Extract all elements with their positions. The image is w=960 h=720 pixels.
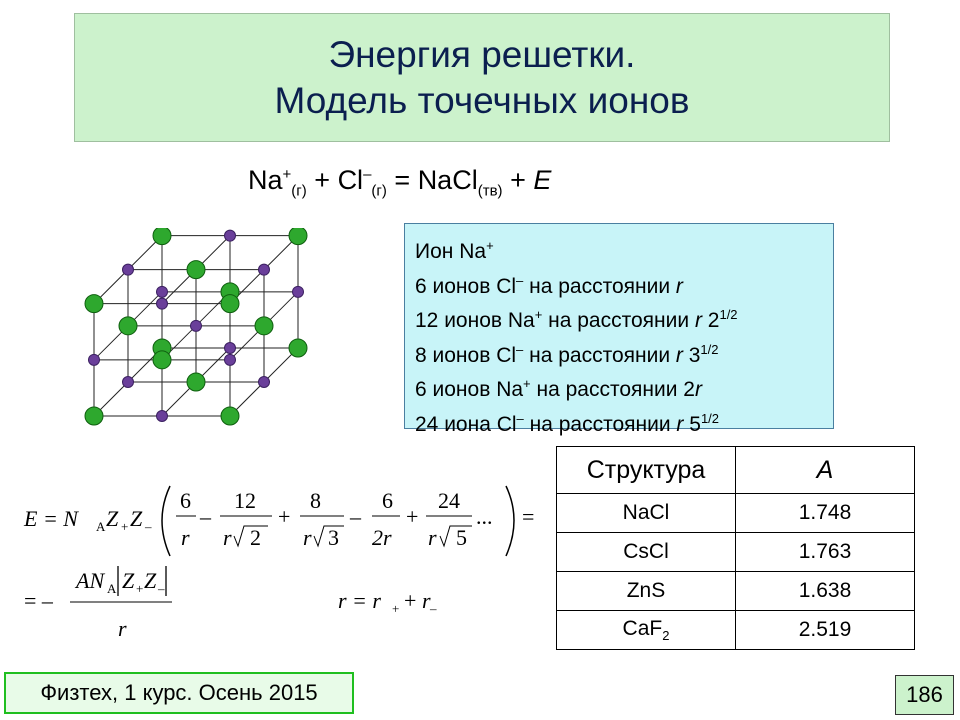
formula-dots: ... — [476, 504, 493, 529]
na-ion — [123, 264, 134, 275]
na-ion — [191, 320, 202, 331]
term-1-den: r — [181, 525, 190, 550]
term-1-num: 6 — [180, 488, 191, 513]
title-line-2: Модель точечных ионов — [274, 79, 690, 121]
table-row — [557, 494, 915, 533]
reaction-equation — [248, 165, 551, 199]
cell-value: 2.519 — [736, 611, 915, 650]
cl-ion — [221, 295, 239, 313]
title-line-1: Энергия решетки. — [328, 33, 636, 75]
info-line: 6 ионов Na+ на расстоянии 2r — [415, 376, 702, 402]
cl-ion — [187, 261, 205, 279]
right-paren — [506, 486, 514, 556]
term-2-num: 12 — [234, 488, 256, 513]
info-line: 6 ионов Cl– на расстоянии r — [415, 272, 683, 298]
header-structure: Структура — [557, 447, 736, 494]
energy-symbol: E — [533, 165, 552, 195]
na-ion — [259, 377, 270, 388]
cl-state: (г) — [371, 182, 387, 200]
radius-minus-sub: – — [430, 601, 437, 616]
footer-course-label: Физтех, 1 курс. Осень 2015 — [4, 672, 354, 714]
svg-text:Z: Z — [122, 568, 135, 593]
madelung-table — [556, 446, 915, 650]
svg-text:–: – — [200, 504, 211, 529]
na-ion — [225, 230, 236, 241]
cl-symbol: Cl — [337, 165, 364, 195]
svg-text:A: A — [107, 581, 117, 596]
na-ion — [157, 298, 168, 309]
cl-ion — [85, 407, 103, 425]
cell-structure: CaF$_2$ — [557, 611, 736, 650]
term-2-root: 2 — [250, 525, 261, 550]
ion-info-box — [404, 223, 834, 436]
svg-text:+: + — [136, 581, 144, 596]
svg-text:+: + — [406, 504, 419, 529]
formula-z-minus: Z — [130, 506, 143, 531]
cell-value: 1.763 — [736, 533, 915, 572]
term-3-num: 8 — [310, 488, 321, 513]
na-ion — [293, 286, 304, 297]
cell-structure: CsCl — [557, 533, 736, 572]
term-4-den: 2r — [372, 525, 392, 550]
cell-value: 1.638 — [736, 572, 915, 611]
svg-text:–: – — [158, 581, 165, 596]
table-row — [557, 611, 915, 650]
equals-sign: = — [394, 165, 411, 195]
table-row — [557, 533, 915, 572]
na-state: (г) — [291, 182, 307, 200]
title-box — [74, 13, 890, 142]
na-ion — [89, 354, 100, 365]
cl-ion — [289, 228, 307, 245]
term-3-root: 3 — [328, 525, 339, 550]
info-line: 12 ионов Na+ на расстоянии r $2^{1/2}$ — [415, 307, 738, 333]
svg-text:Z: Z — [144, 568, 157, 593]
nacl-state: (тв) — [477, 182, 503, 200]
header-a: A — [736, 447, 915, 494]
svg-text:+: + — [404, 588, 417, 613]
formula-an: AN — [76, 568, 105, 593]
formula-na-sub: A — [96, 519, 106, 534]
na-ion — [123, 377, 134, 388]
formula-r-den: r — [118, 616, 127, 641]
na-ion — [225, 354, 236, 365]
na-ion — [259, 264, 270, 275]
term-4-num: 6 — [382, 488, 393, 513]
radius-plus-sub: + — [392, 601, 400, 616]
left-paren — [162, 486, 170, 556]
page-number: 186 — [895, 675, 954, 715]
radius-equation: r = r — [338, 588, 381, 613]
info-line: 8 ионов Cl– на расстоянии r $3^{1/2}$ — [415, 341, 719, 367]
formula-lhs: E = N — [24, 506, 78, 531]
svg-text:–: – — [350, 504, 361, 529]
cell-structure: NaCl — [557, 494, 736, 533]
svg-text:+: + — [278, 504, 291, 529]
info-line: Ион Na+ — [415, 238, 494, 263]
na-charge: + — [282, 166, 292, 183]
madelung-formula — [20, 478, 550, 648]
table-row — [557, 572, 915, 611]
svg-text:–: – — [145, 519, 152, 534]
na-symbol: Na — [248, 165, 283, 195]
cl-ion — [153, 351, 171, 369]
svg-text:=: = — [522, 504, 535, 529]
svg-text:+: + — [121, 519, 129, 534]
cl-ion — [221, 407, 239, 425]
svg-text:= –: = – — [24, 588, 53, 613]
cell-structure: ZnS — [557, 572, 736, 611]
plus-sign: + — [314, 165, 331, 195]
svg-text:r: r — [422, 588, 431, 613]
cl-ion — [119, 317, 137, 335]
cl-ion — [289, 339, 307, 357]
term-5-root: 5 — [456, 525, 467, 550]
plus-sign-2: + — [510, 165, 526, 195]
table-header-row — [557, 447, 915, 494]
na-ion — [225, 343, 236, 354]
cl-ion — [85, 295, 103, 313]
na-ion — [157, 411, 168, 422]
cl-ion — [153, 228, 171, 245]
nacl-symbol: NaCl — [417, 165, 478, 195]
cell-value: 1.748 — [736, 494, 915, 533]
term-2-den: r — [223, 525, 232, 550]
term-5-den: r — [428, 525, 437, 550]
cl-ion — [187, 373, 205, 391]
term-5-num: 24 — [438, 488, 460, 513]
nacl-lattice-diagram — [72, 228, 322, 433]
term-3-den: r — [303, 525, 312, 550]
na-ion — [157, 286, 168, 297]
formula-z-plus: Z — [106, 506, 119, 531]
cl-charge: – — [363, 166, 372, 183]
cl-ion — [255, 317, 273, 335]
info-line: 24 иона Cl– на расстоянии r $5^{1/2}$ — [415, 410, 720, 436]
